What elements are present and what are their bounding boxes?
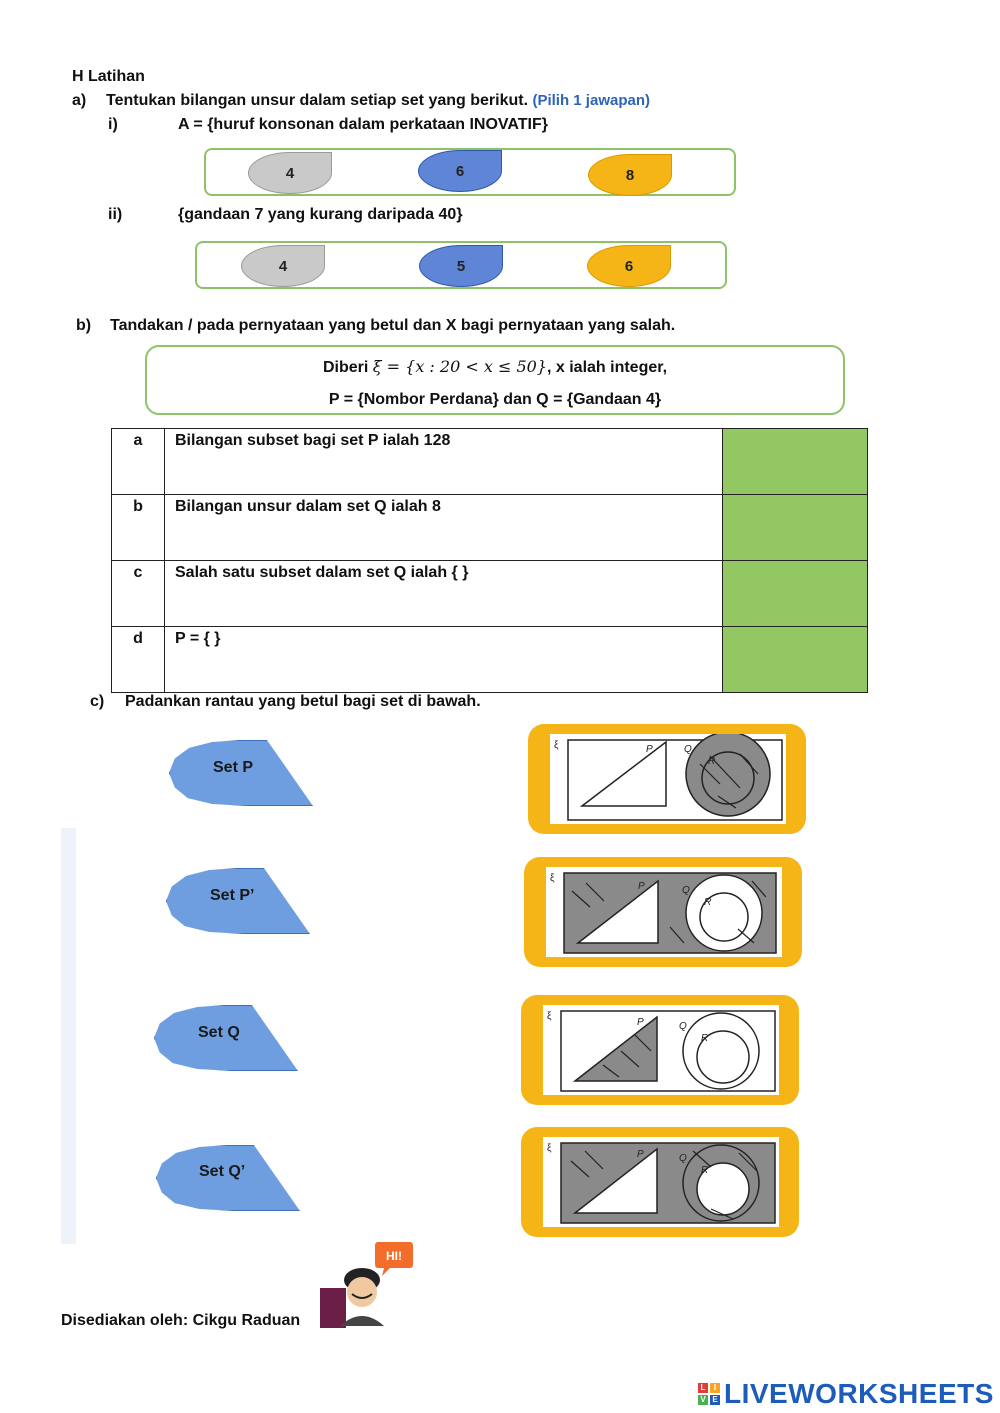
part-c-instruction: Padankan rantau yang betul bagi set di bawah. [125,693,481,710]
question-ii-number: ii) [108,206,123,223]
label-q: Q [679,1153,687,1164]
table-row [112,627,868,693]
label-q: Q [682,885,690,896]
liveworksheets-logo [698,1378,994,1410]
bubble-text: HI! [386,1249,402,1263]
option-i-1[interactable]: 4 [248,152,332,194]
body [340,1316,384,1326]
part-b-label: b) [76,317,92,334]
row-label: d [112,627,165,693]
question-i-options [204,148,736,196]
row-statement: Bilangan subset bagi set P ialah 128 [165,429,723,495]
label-q: Q [679,1021,687,1032]
logo-letter: E [710,1395,720,1405]
question-ii-options [195,241,727,289]
given-box [145,345,845,415]
label-r: R [704,897,712,908]
venn-option-4[interactable] [521,1127,799,1237]
row-statement: Salah satu subset dalam set Q ialah { } [165,561,723,627]
venn-diagram-4 [543,1137,779,1227]
part-a-instruction-line [106,92,650,110]
label-q: Q [684,744,692,755]
answer-cell[interactable] [723,561,868,627]
set-p-label: Set P [213,759,254,776]
set-q-label: Set Q [198,1024,240,1041]
matching-side-bar [61,828,76,1244]
table-row [112,429,868,495]
set-q-complement-label: Set Q’ [199,1163,246,1180]
option-i-2[interactable]: 6 [418,150,502,192]
part-a-label: a) [72,92,87,109]
label-r: R [708,756,716,767]
label-p: P [637,1017,644,1028]
answer-cell[interactable] [723,429,868,495]
question-i-text: A = {huruf konsonan dalam perkataan INOVATIF} [178,116,548,133]
face [347,1277,377,1307]
logo-letter: V [698,1395,708,1405]
part-a-instruction: Tentukan bilangan unsur dalam setiap set yang berikut. [106,92,529,109]
given-prefix: Diberi [322,359,369,376]
label-r: R [701,1033,709,1044]
label-r: R [701,1165,709,1176]
answer-cell[interactable] [723,627,868,693]
label-p: P [638,881,645,892]
universal-symbol: ξ [547,1011,552,1022]
given-line-2: P = {Nombor Perdana} dan Q = {Gandaan 4} [328,391,662,408]
row-statement: Bilangan unsur dalam set Q ialah 8 [165,495,723,561]
option-ii-2[interactable]: 5 [419,245,503,287]
venn-diagram-2 [546,867,782,957]
mascot-avatar [318,1240,413,1332]
option-ii-1[interactable]: 4 [241,245,325,287]
part-c-label: c) [90,693,105,710]
venn-option-1[interactable] [528,724,806,834]
question-ii-text: {gandaan 7 yang kurang daripada 40} [178,206,463,223]
option-ii-3[interactable]: 6 [587,245,671,287]
answer-cell[interactable] [723,495,868,561]
universal-symbol: ξ [547,1143,552,1154]
venn-diagram-3 [543,1005,779,1095]
row-label: a [112,429,165,495]
logo-letter: I [710,1383,720,1393]
part-a-hint: (Pilih 1 jawapan) [532,92,650,109]
part-b-instruction: Tandakan / pada pernyataan yang betul dan X bagi pernyataan yang salah. [110,317,676,334]
true-false-table [111,428,868,693]
question-i-number: i) [108,116,118,133]
venn-diagram-1 [550,734,786,824]
set-p-complement-label: Set P’ [210,887,255,904]
venn-option-3[interactable] [521,995,799,1105]
option-i-3[interactable]: 8 [588,154,672,196]
section-header: H Latihan [72,68,145,85]
book [320,1288,346,1328]
table-row [112,495,868,561]
table-row [112,561,868,627]
logo-icon [698,1383,720,1405]
logo-text: LIVEWORKSHEETS [724,1378,994,1409]
label-p: P [637,1149,644,1160]
row-statement: P = { } [165,627,723,693]
given-suffix: , x ialah integer, [546,359,668,376]
row-label: c [112,561,165,627]
universal-symbol: ξ [554,740,559,751]
row-label: b [112,495,165,561]
given-formula: ξ = {x : 20 < x ≤ 50} [372,357,547,376]
author-credit: Disediakan oleh: Cikgu Raduan [61,1312,301,1329]
given-line-1 [147,357,843,377]
universal-symbol: ξ [550,873,555,884]
logo-letter: L [698,1383,708,1393]
venn-option-2[interactable] [524,857,802,967]
label-p: P [646,744,653,755]
